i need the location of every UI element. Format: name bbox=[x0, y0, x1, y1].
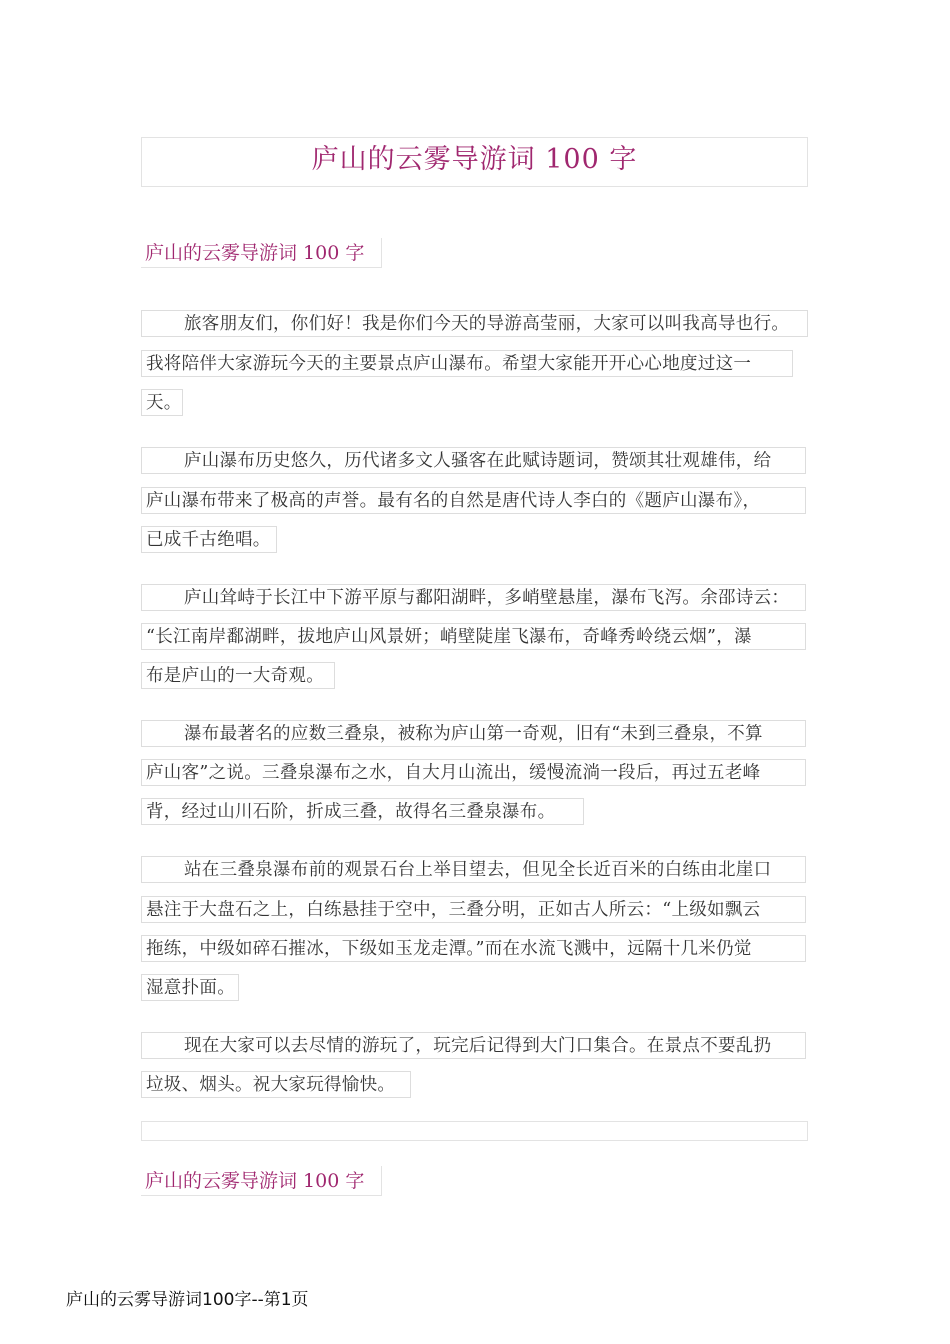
paragraph-2-line-1: 庐山瀑布历史悠久，历代诸多文人骚客在此赋诗题词，赞颂其壮观雄伟，给 bbox=[141, 447, 806, 474]
section-heading-repeat: 庐山的云雾导游词 100 字 bbox=[141, 1166, 382, 1196]
document-title: 庐山的云雾导游词 100 字 bbox=[141, 137, 808, 187]
paragraph-5-line-4: 湿意扑面。 bbox=[141, 974, 239, 1001]
paragraph-5-line-1: 站在三叠泉瀑布前的观景石台上举目望去，但见全长近百米的白练由北崖口 bbox=[141, 856, 806, 883]
paragraph-5-line-3: 拖练，中级如碎石摧冰，下级如玉龙走潭。”而在水流飞溅中，远隔十几米仍觉 bbox=[141, 935, 806, 962]
paragraph-1-line-2: 我将陪伴大家游玩今天的主要景点庐山瀑布。希望大家能开开心心地度过这一 bbox=[141, 350, 793, 377]
paragraph-1-line-1: 旅客朋友们，你们好！我是你们今天的导游高莹丽，大家可以叫我高导也行。 bbox=[141, 310, 808, 337]
paragraph-4-line-1: 瀑布最著名的应数三叠泉，被称为庐山第一奇观，旧有“未到三叠泉，不算 bbox=[141, 720, 806, 747]
paragraph-5-line-2: 悬注于大盘石之上，白练悬挂于空中，三叠分明，正如古人所云：“上级如飘云 bbox=[141, 896, 806, 923]
paragraph-3-line-1: 庐山耸峙于长江中下游平原与鄱阳湖畔，多峭壁悬崖，瀑布飞泻。余邵诗云： bbox=[141, 584, 806, 611]
paragraph-2-line-2: 庐山瀑布带来了极高的声誉。最有名的自然是唐代诗人李白的《题庐山瀑布》， bbox=[141, 487, 806, 514]
paragraph-2-line-3: 已成千古绝唱。 bbox=[141, 526, 277, 553]
paragraph-6-line-1: 现在大家可以去尽情的游玩了，玩完后记得到大门口集合。在景点不要乱扔 bbox=[141, 1032, 806, 1059]
page-footer: 庐山的云雾导游词100字--第1页 bbox=[66, 1290, 309, 1310]
section-heading: 庐山的云雾导游词 100 字 bbox=[141, 238, 382, 268]
paragraph-3-line-2: “长江南岸鄱湖畔，拔地庐山风景妍；峭壁陡崖飞瀑布，奇峰秀岭绕云烟”，瀑 bbox=[141, 623, 806, 650]
paragraph-4-line-3: 背，经过山川石阶，折成三叠，故得名三叠泉瀑布。 bbox=[141, 798, 584, 825]
paragraph-4-line-2: 庐山客”之说。三叠泉瀑布之水，自大月山流出，缓慢流淌一段后，再过五老峰 bbox=[141, 759, 806, 786]
empty-text-box bbox=[141, 1121, 808, 1141]
paragraph-6-line-2: 垃圾、烟头。祝大家玩得愉快。 bbox=[141, 1071, 411, 1098]
paragraph-1-line-3: 天。 bbox=[141, 389, 183, 416]
paragraph-3-line-3: 布是庐山的一大奇观。 bbox=[141, 662, 335, 689]
